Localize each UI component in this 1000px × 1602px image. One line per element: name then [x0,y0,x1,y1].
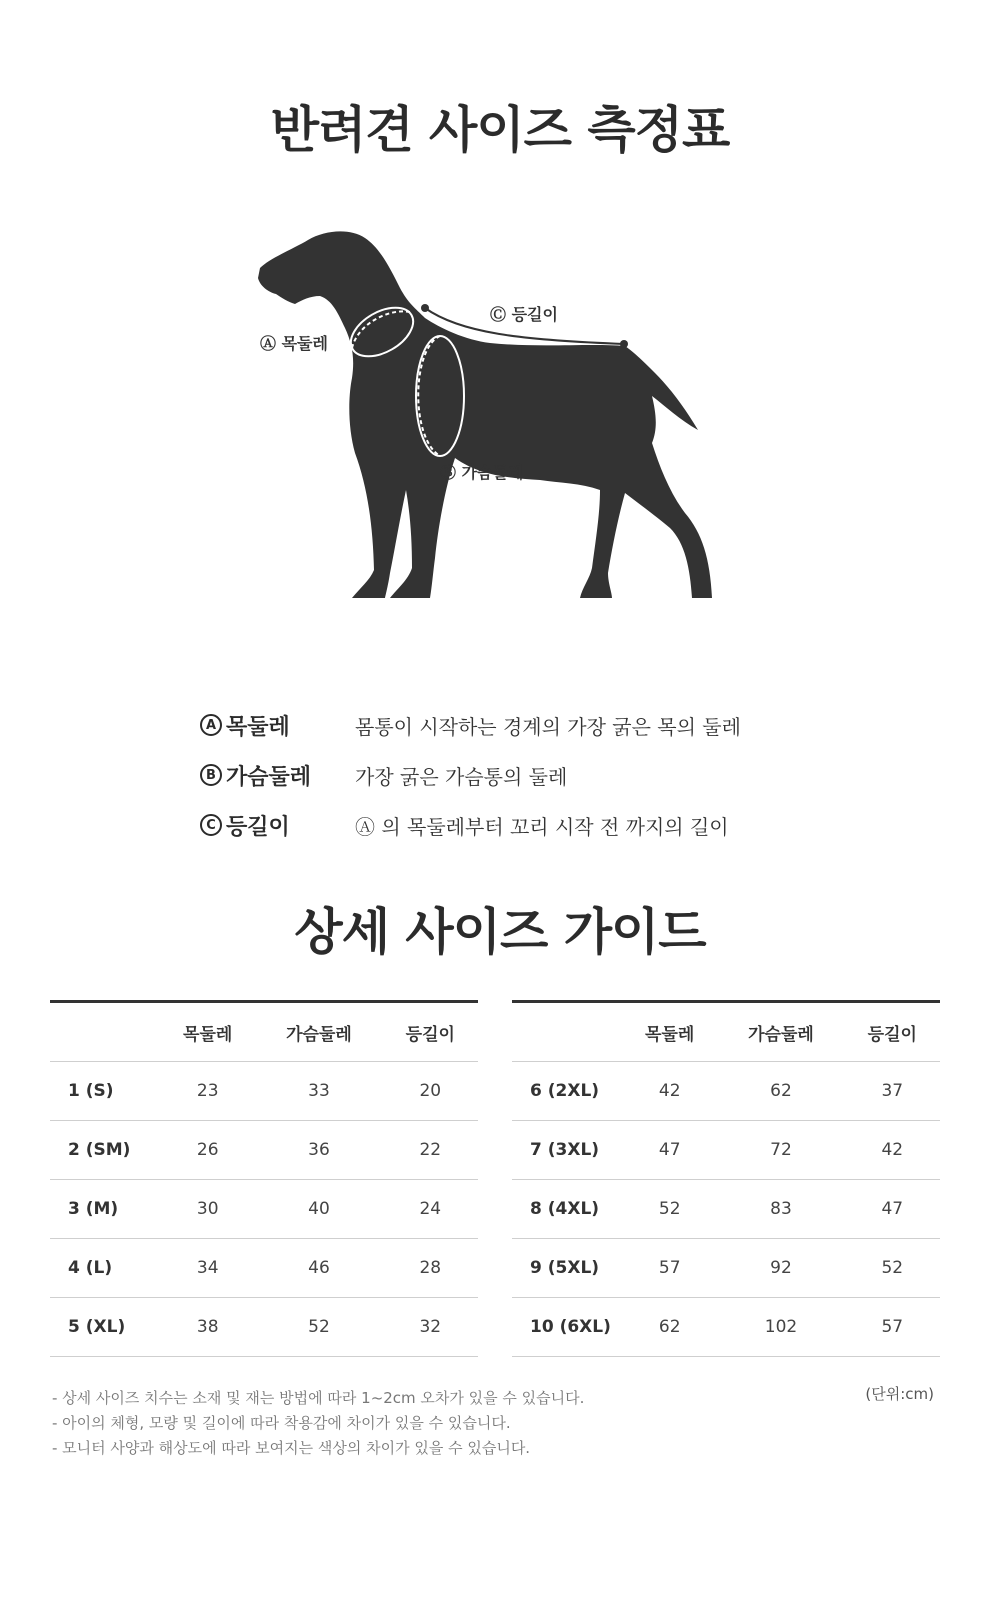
chest-value: 92 [717,1239,844,1298]
header-back: 등길이 [383,1002,478,1062]
dog-silhouette [258,231,712,598]
neck-value: 38 [160,1298,255,1357]
header-back: 등길이 [845,1002,940,1062]
back-value: 28 [383,1239,478,1298]
legend-term-neck: 목둘레 [226,714,290,740]
note-line: - 상세 사이즈 치수는 소재 및 재는 방법에 따라 1~2cm 오차가 있을 수 있습니다. [52,1389,585,1407]
size-tables [50,1000,940,1357]
size-name: 2 (SM) [50,1121,160,1180]
legend-row-chest [200,750,800,800]
size-table-left [50,1000,478,1357]
size-name: 1 (S) [50,1062,160,1121]
dog-measurement-diagram [240,228,740,618]
back-value: 24 [383,1180,478,1239]
table-header-row [512,1002,940,1062]
note-line: - 모니터 사양과 해상도에 따라 보여지는 색상의 차이가 있을 수 있습니다. [52,1439,531,1457]
back-value: 42 [845,1121,940,1180]
chest-value: 83 [717,1180,844,1239]
chest-value: 102 [717,1298,844,1357]
back-value: 52 [845,1239,940,1298]
neck-value: 47 [622,1121,717,1180]
chest-value: 46 [255,1239,382,1298]
legend-desc-back: Ⓐ 의 목둘레부터 꼬리 시작 전 까지의 길이 [355,814,729,839]
size-name: 5 (XL) [50,1298,160,1357]
size-name: 7 (3XL) [512,1121,622,1180]
back-end-dot [620,340,628,348]
header-neck: 목둘레 [160,1002,255,1062]
table-row [512,1180,940,1239]
table-row [512,1121,940,1180]
table-row [50,1298,478,1357]
legend-desc-neck: 몸통이 시작하는 경계의 가장 굵은 목의 둘레 [355,714,741,739]
table-row [512,1298,940,1357]
table-row [512,1062,940,1121]
size-table-right [512,1000,940,1357]
chest-value: 36 [255,1121,382,1180]
table-header-row [50,1002,478,1062]
size-name: 6 (2XL) [512,1062,622,1121]
legend-term-chest: 가슴둘레 [226,764,312,790]
chest-value: 33 [255,1062,382,1121]
dog-illustration [240,228,740,618]
back-value: 57 [845,1298,940,1357]
neck-value: 62 [622,1298,717,1357]
circled-c-icon: C [200,814,222,836]
legend-desc-chest: 가장 굵은 가슴통의 둘레 [355,764,568,789]
size-name: 9 (5XL) [512,1239,622,1298]
table-row [50,1062,478,1121]
page-title: 반려견 사이즈 측정표 [270,101,730,159]
size-name: 3 (M) [50,1180,160,1239]
back-start-dot [421,304,429,312]
chest-value: 40 [255,1180,382,1239]
header-chest: 가슴둘레 [717,1002,844,1062]
back-value: 32 [383,1298,478,1357]
back-value: 22 [383,1121,478,1180]
legend-term-back: 등길이 [226,814,290,840]
neck-value: 23 [160,1062,255,1121]
chest-value: 62 [717,1062,844,1121]
neck-value: 52 [622,1180,717,1239]
header-chest: 가슴둘레 [255,1002,382,1062]
size-name: 4 (L) [50,1239,160,1298]
table-row [50,1180,478,1239]
neck-value: 42 [622,1062,717,1121]
neck-diagram-label: Ⓐ 목둘레 [260,334,328,353]
measurement-legend [200,700,800,850]
table-row [50,1121,478,1180]
size-name: 8 (4XL) [512,1180,622,1239]
circled-b-icon: B [200,764,222,786]
neck-value: 26 [160,1121,255,1180]
back-value: 37 [845,1062,940,1121]
chest-value: 52 [255,1298,382,1357]
back-value: 47 [845,1180,940,1239]
back-value: 20 [383,1062,478,1121]
chest-value: 72 [717,1121,844,1180]
neck-value: 34 [160,1239,255,1298]
neck-value: 30 [160,1180,255,1239]
unit-label: (단위:cm) [865,1385,934,1403]
legend-row-neck [200,700,800,750]
chest-diagram-label: Ⓑ 가슴둘레 [440,463,524,482]
table-row [50,1239,478,1298]
size-guide-title: 상세 사이즈 가이드 [294,903,706,961]
back-diagram-label: Ⓒ 등길이 [490,305,558,324]
circled-a-icon: A [200,714,222,736]
note-line: - 아이의 체형, 모량 및 길이에 따라 착용감에 차이가 있을 수 있습니다. [52,1414,511,1432]
neck-value: 57 [622,1239,717,1298]
table-row [512,1239,940,1298]
size-name: 10 (6XL) [512,1298,622,1357]
header-neck: 목둘레 [622,1002,717,1062]
notes [52,1386,752,1461]
legend-row-back [200,800,800,850]
